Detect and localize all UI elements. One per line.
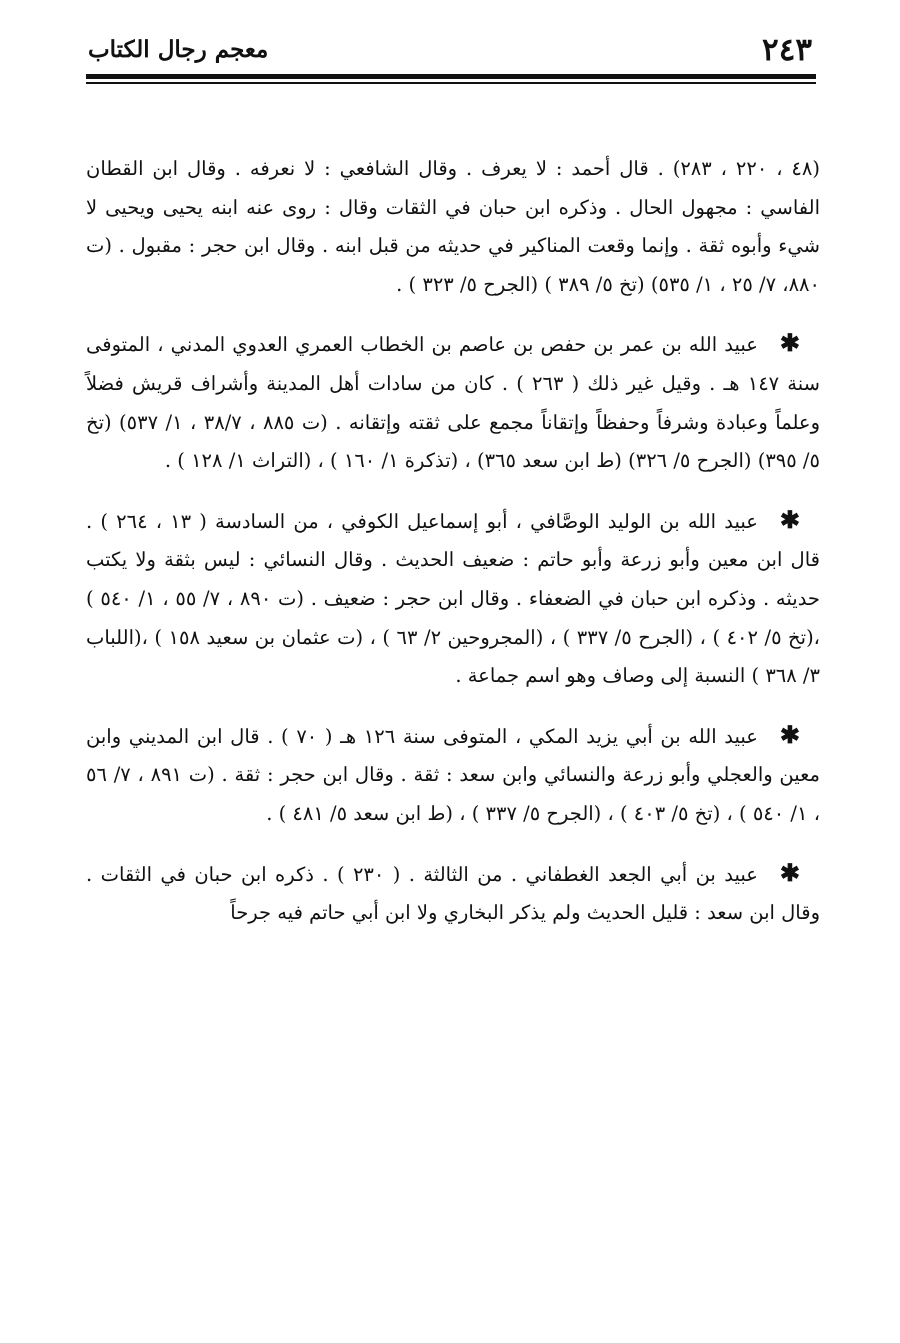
entry-text: عبيد الله بن الوليد الوصَّافي ، أبو إسماعيل الكوفي ، من السادسة ( ١٣ ، ٢٦٤ ) . قال ابن معين وأبو زرعة وأبو حاتم : ضعيف الحديث . وقال النسائي : ليس بثقة ولا يكتب حديثه . وذكره ابن حبان في الضعفاء . وقال ابن حجر : ضعيف . (ت ٨٩٠ ، ٧/ ٥٥ ، ١/ ٥٤٠ ) ،(تخ ٥/ ٤٠٢ ) ، (الجرح ٥/ ٣٣٧ ) ، (المجروحين ٢/ ٦٣ ) ، (ت عثمان بن سعيد ١٥٨ ) ،(اللباب ٣/ ٣٦٨ ) النسبة إلى وصاف وهو اسم جماعة . [86,509,820,688]
asterisk-marker-icon: ✱ [779,328,800,358]
page-header [88,30,812,70]
entry-continuation [86,150,820,304]
entry-obaidullah-bin-umar [86,326,820,480]
asterisk-marker-icon: ✱ [779,719,801,749]
body-text [86,150,820,955]
entry-text: عبيد الله بن أبي يزيد المكي ، المتوفى سنة ١٢٦ هـ ( ٧٠ ) . قال ابن المديني وابن معين والعجلي وأبو زرعة والنسائي وابن سعد : ثقة . وقال ابن حجر : ثقة . (ت ٨٩١ ، ٧/ ٥٦ ، ١/ ٥٤٠ ) ، (تخ ٥/ ٤٠٣ ) ، (الجرح ٥/ ٣٣٧ ) ، (ط ابن سعد ٥/ ٤٨١ ) . [86,724,820,825]
entry-obaid-bin-abi-aljaad [86,856,820,933]
entry-text: (٤٨ ، ٢٢٠ ، ٢٨٣) . قال أحمد : لا يعرف . وقال الشافعي : لا نعرفه . وقال ابن القطان الفاسي : مجهول الحال . وذكره ابن حبان في الثقات وقال : روى عنه ابنه يحيى ويحيى لا شيء وأبوه ثقة . وإنما وقعت المناكير في حديثه من قبل ابنه . وقال ابن حجر : مقبول . (ت ٨٨٠، ٧/ ٢٥ ، ١/ ٥٣٥) (تخ ٥/ ٣٨٩ ) (الجرح ٥/ ٣٢٣ ) . [86,157,820,296]
entry-obaidullah-bin-abi-yazid [86,718,820,834]
asterisk-marker-icon: ✱ [779,504,801,534]
entry-text: عبيد بن أبي الجعد الغطفاني . من الثالثة . ( ٢٣٠ ) . ذكره ابن حبان في الثقات . وقال ابن سعد : قليل الحديث ولم يذكر البخاري ولا ابن أبي حاتم فيه جرحاً [86,862,820,925]
entry-obaidullah-bin-alwalid [86,503,820,696]
header-rule-thin [86,82,816,84]
asterisk-marker-icon: ✱ [779,857,801,887]
book-title: معجم رجال الكتاب [88,36,269,63]
header-rule-thick [86,74,816,79]
entry-text: عبيد الله بن عمر بن حفص بن عاصم بن الخطاب العمري العدوي المدني ، المتوفى سنة ١٤٧ هـ . وقيل غير ذلك ( ٢٦٣ ) . كان من سادات أهل المدينة وأشراف قريش فضلاً وعلماً وعبادة وشرفاً وحفظاً وإتقاناً مجمع على ثقته وإتقانه . (ت ٨٨٥ ، ٣٨/٧ ، ١/ ٥٣٧) (تخ ٥/ ٣٩٥) (الجرح ٥/ ٣٢٦) (ط ابن سعد ٣٦٥) ، (تذكرة ١/ ١٦٠ ) ، (التراث ١/ ١٢٨ ) . [86,333,820,473]
page-number: ٢٤٣ [762,32,812,68]
